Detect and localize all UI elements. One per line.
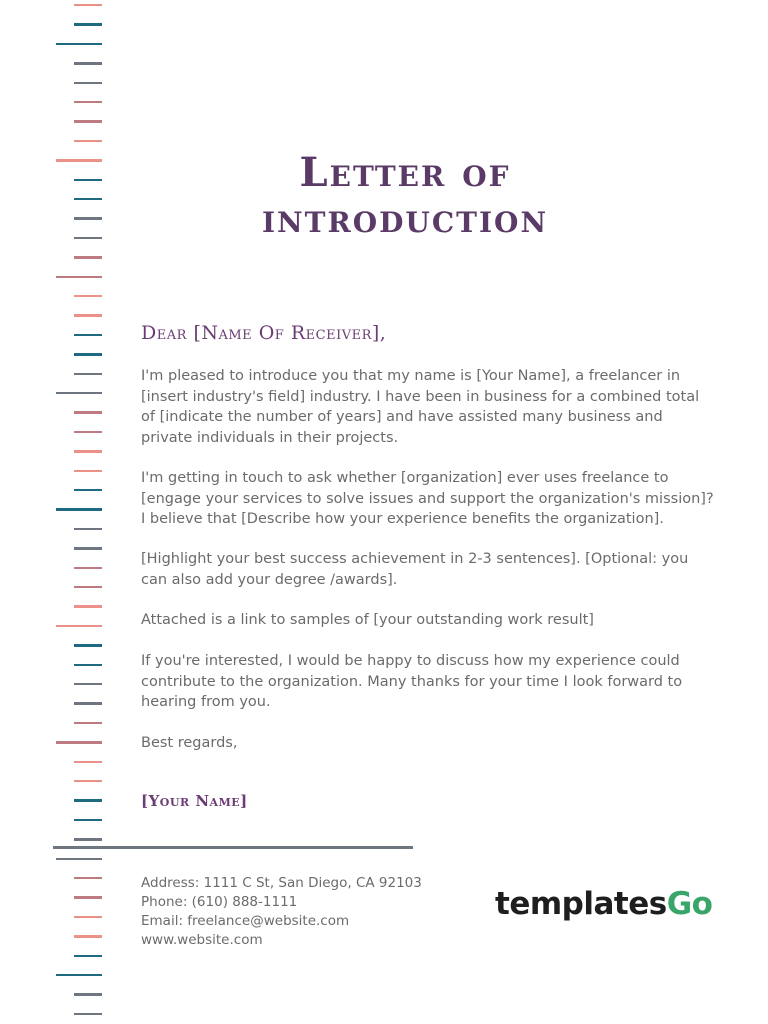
ruler-tick xyxy=(74,877,102,879)
ruler-tick xyxy=(74,470,102,472)
title-line-1: Letter of xyxy=(299,149,511,196)
ruler-tick xyxy=(74,256,102,258)
contact-email: Email: freelance@website.com xyxy=(141,913,350,929)
ruler-tick xyxy=(74,431,102,433)
ruler-tick xyxy=(74,683,102,685)
signature-name: [Your Name] xyxy=(141,792,248,810)
ruler-tick xyxy=(74,4,102,6)
ruler-tick xyxy=(56,159,102,161)
ruler-tick xyxy=(74,314,102,316)
ruler-tick xyxy=(74,120,102,122)
ruler-tick xyxy=(74,664,102,666)
logo-text-go: Go xyxy=(666,886,713,922)
ruler-tick xyxy=(74,62,102,64)
ruler-tick xyxy=(56,43,102,45)
ruler-tick xyxy=(74,605,102,607)
ruler-tick xyxy=(74,761,102,763)
ruler-tick xyxy=(74,567,102,569)
ruler-tick xyxy=(74,450,102,452)
ruler-tick xyxy=(74,353,102,355)
ruler-tick xyxy=(56,858,102,860)
ruler-tick xyxy=(74,896,102,898)
ruler-tick xyxy=(74,23,102,25)
paragraph-achievement: [Highlight your best success achievement in 2-3 sentences]. [Optional: you can also add your degree /awards]. xyxy=(141,551,689,588)
ruler-tick xyxy=(74,198,102,200)
logo-text-templates: templates xyxy=(495,886,667,922)
decorative-ruler xyxy=(0,0,110,1024)
ruler-tick xyxy=(56,625,102,627)
ruler-tick xyxy=(74,334,102,336)
contact-phone: Phone: (610) 888-1111 xyxy=(141,894,298,910)
ruler-tick xyxy=(74,528,102,530)
ruler-tick xyxy=(74,547,102,549)
ruler-tick xyxy=(74,780,102,782)
ruler-tick xyxy=(74,702,102,704)
ruler-tick xyxy=(56,276,102,278)
contact-address: Address: 1111 C St, San Diego, CA 92103 xyxy=(141,875,422,891)
ruler-tick xyxy=(74,644,102,646)
ruler-tick xyxy=(74,411,102,413)
ruler-tick xyxy=(56,741,102,743)
ruler-tick xyxy=(74,819,102,821)
salutation: Dear [Name Of Receiver], xyxy=(141,322,387,344)
paragraph-introduction: I'm pleased to introduce you that my name is [Your Name], a freelancer in [insert industry's field] industry. I have been in business for a combined total of [indicate the number of years] and have assisted many business and private individuals in their projects. xyxy=(141,368,700,446)
ruler-tick xyxy=(74,1013,102,1015)
templatesgo-logo xyxy=(495,886,712,922)
ruler-tick xyxy=(74,489,102,491)
ruler-tick xyxy=(74,955,102,957)
paragraph-inquiry: I'm getting in touch to ask whether [organization] ever uses freelance to [engage your services to solve issues and support the organization's mission]? I believe that [Describe how your experience benefits the organization]. xyxy=(141,470,714,527)
ruler-tick xyxy=(74,799,102,801)
ruler-tick xyxy=(74,101,102,103)
paragraph-closing: If you're interested, I would be happy to discuss how my experience could contribute to the organization. Many thanks for your time I look forward to hearing from you. xyxy=(141,653,683,710)
ruler-tick xyxy=(74,179,102,181)
ruler-tick xyxy=(74,82,102,84)
ruler-tick xyxy=(74,722,102,724)
ruler-tick xyxy=(56,974,102,976)
ruler-tick xyxy=(74,295,102,297)
ruler-tick xyxy=(74,993,102,995)
ruler-tick xyxy=(74,217,102,219)
ruler-tick xyxy=(56,508,102,510)
ruler-tick xyxy=(74,935,102,937)
title-line-2: introduction xyxy=(261,195,549,242)
ruler-tick xyxy=(74,838,102,840)
closing-regards: Best regards, xyxy=(141,735,238,751)
ruler-tick xyxy=(56,392,102,394)
paragraph-samples: Attached is a link to samples of [your outstanding work result] xyxy=(141,612,594,628)
ruler-tick xyxy=(74,373,102,375)
ruler-tick xyxy=(74,140,102,142)
contact-block xyxy=(141,874,422,950)
ruler-tick xyxy=(74,916,102,918)
page-title xyxy=(150,150,660,242)
ruler-tick xyxy=(74,237,102,239)
ruler-tick xyxy=(74,586,102,588)
contact-website[interactable]: www.website.com xyxy=(141,932,263,948)
divider xyxy=(53,846,413,849)
